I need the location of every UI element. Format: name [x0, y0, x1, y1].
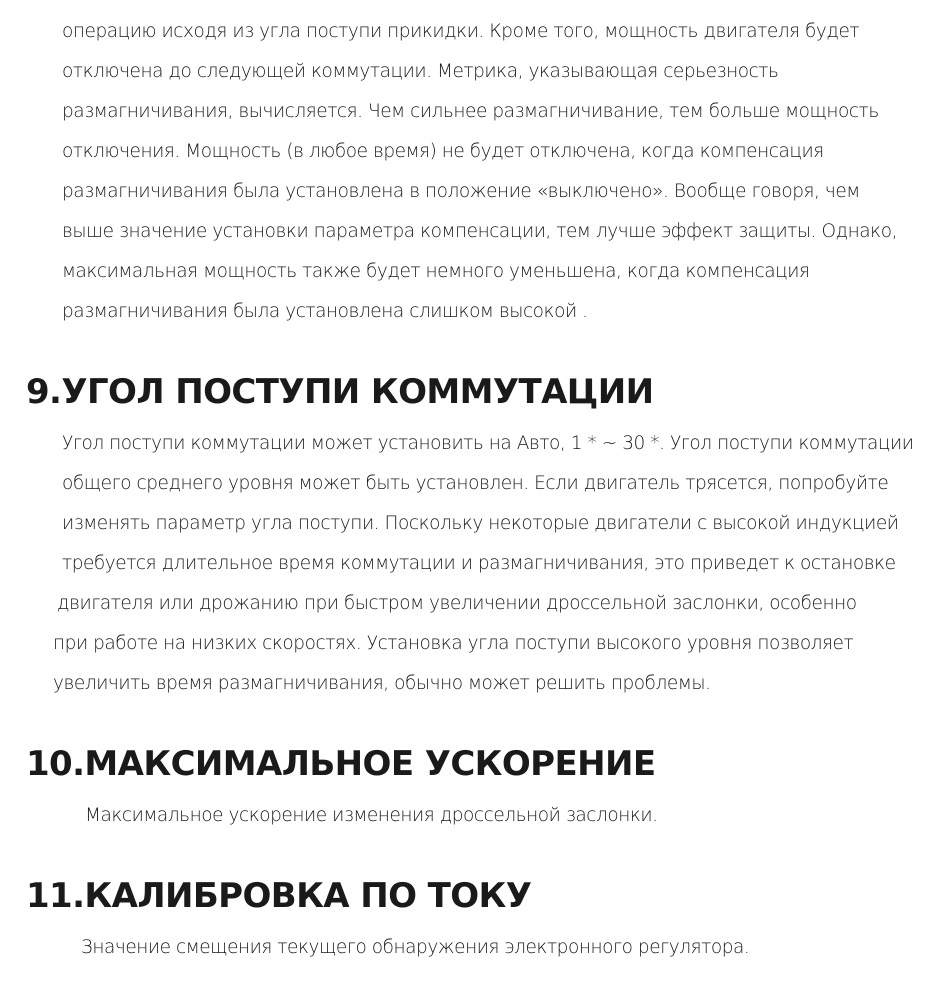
paragraph-line: требуется длительное время коммутации и размагничивания, это приведет к остановке: [62, 553, 896, 574]
paragraph-line: изменять параметр угла поступи. Поскольку некоторые двигатели с высокой индукцией: [62, 513, 899, 534]
paragraph-line: Максимальное ускорение изменения дроссельной заслонки.: [85, 805, 658, 826]
paragraph-line: размагничивания была установлена слишком высокой .: [62, 301, 588, 322]
paragraph-line: максимальная мощность также будет немного уменьшена, когда компенсация: [62, 261, 810, 282]
paragraph-line: при работе на низких скоростях. Установка угла поступи высокого уровня позволяет: [53, 633, 854, 654]
paragraph-line: размагничивания была установлена в положение «выключено». Вообще говоря, чем: [62, 181, 860, 202]
paragraph-line: отключена до следующей коммутации. Метрика, указывающая серьезность: [62, 61, 779, 82]
paragraph-line: операцию исходя из угла поступи прикидки. Кроме того, мощность двигателя будет: [62, 21, 860, 42]
paragraph-line: выше значение установки параметра компенсации, тем лучше эффект защиты. Однако,: [62, 221, 898, 242]
section-heading: 9.УГОЛ ПОСТУПИ КОММУТАЦИИ: [26, 372, 654, 412]
section-heading: 10.МАКСИМАЛЬНОЕ УСКОРЕНИЕ: [26, 744, 656, 784]
section-heading: 11.КАЛИБРОВКА ПО ТОКУ: [26, 876, 532, 916]
paragraph-line: Угол поступи коммутации может установить на Авто, 1 * ~ 30 *. Угол поступи коммутации: [62, 433, 914, 454]
paragraph-line: двигателя или дрожанию при быстром увеличении дроссельной заслонки, особенно: [57, 593, 857, 614]
paragraph-line: увеличить время размагничивания, обычно может решить проблемы.: [53, 673, 711, 694]
paragraph-line: отключения. Мощность (в любое время) не будет отключена, когда компенсация: [62, 141, 824, 162]
paragraph-line: размагничивания, вычисляется. Чем сильнее размагничивание, тем больше мощность: [62, 101, 879, 122]
paragraph-line: общего среднего уровня может быть установлен. Если двигатель трясется, попробуйте: [62, 473, 889, 494]
paragraph-line: Значение смещения текущего обнаружения электронного регулятора.: [81, 937, 750, 958]
